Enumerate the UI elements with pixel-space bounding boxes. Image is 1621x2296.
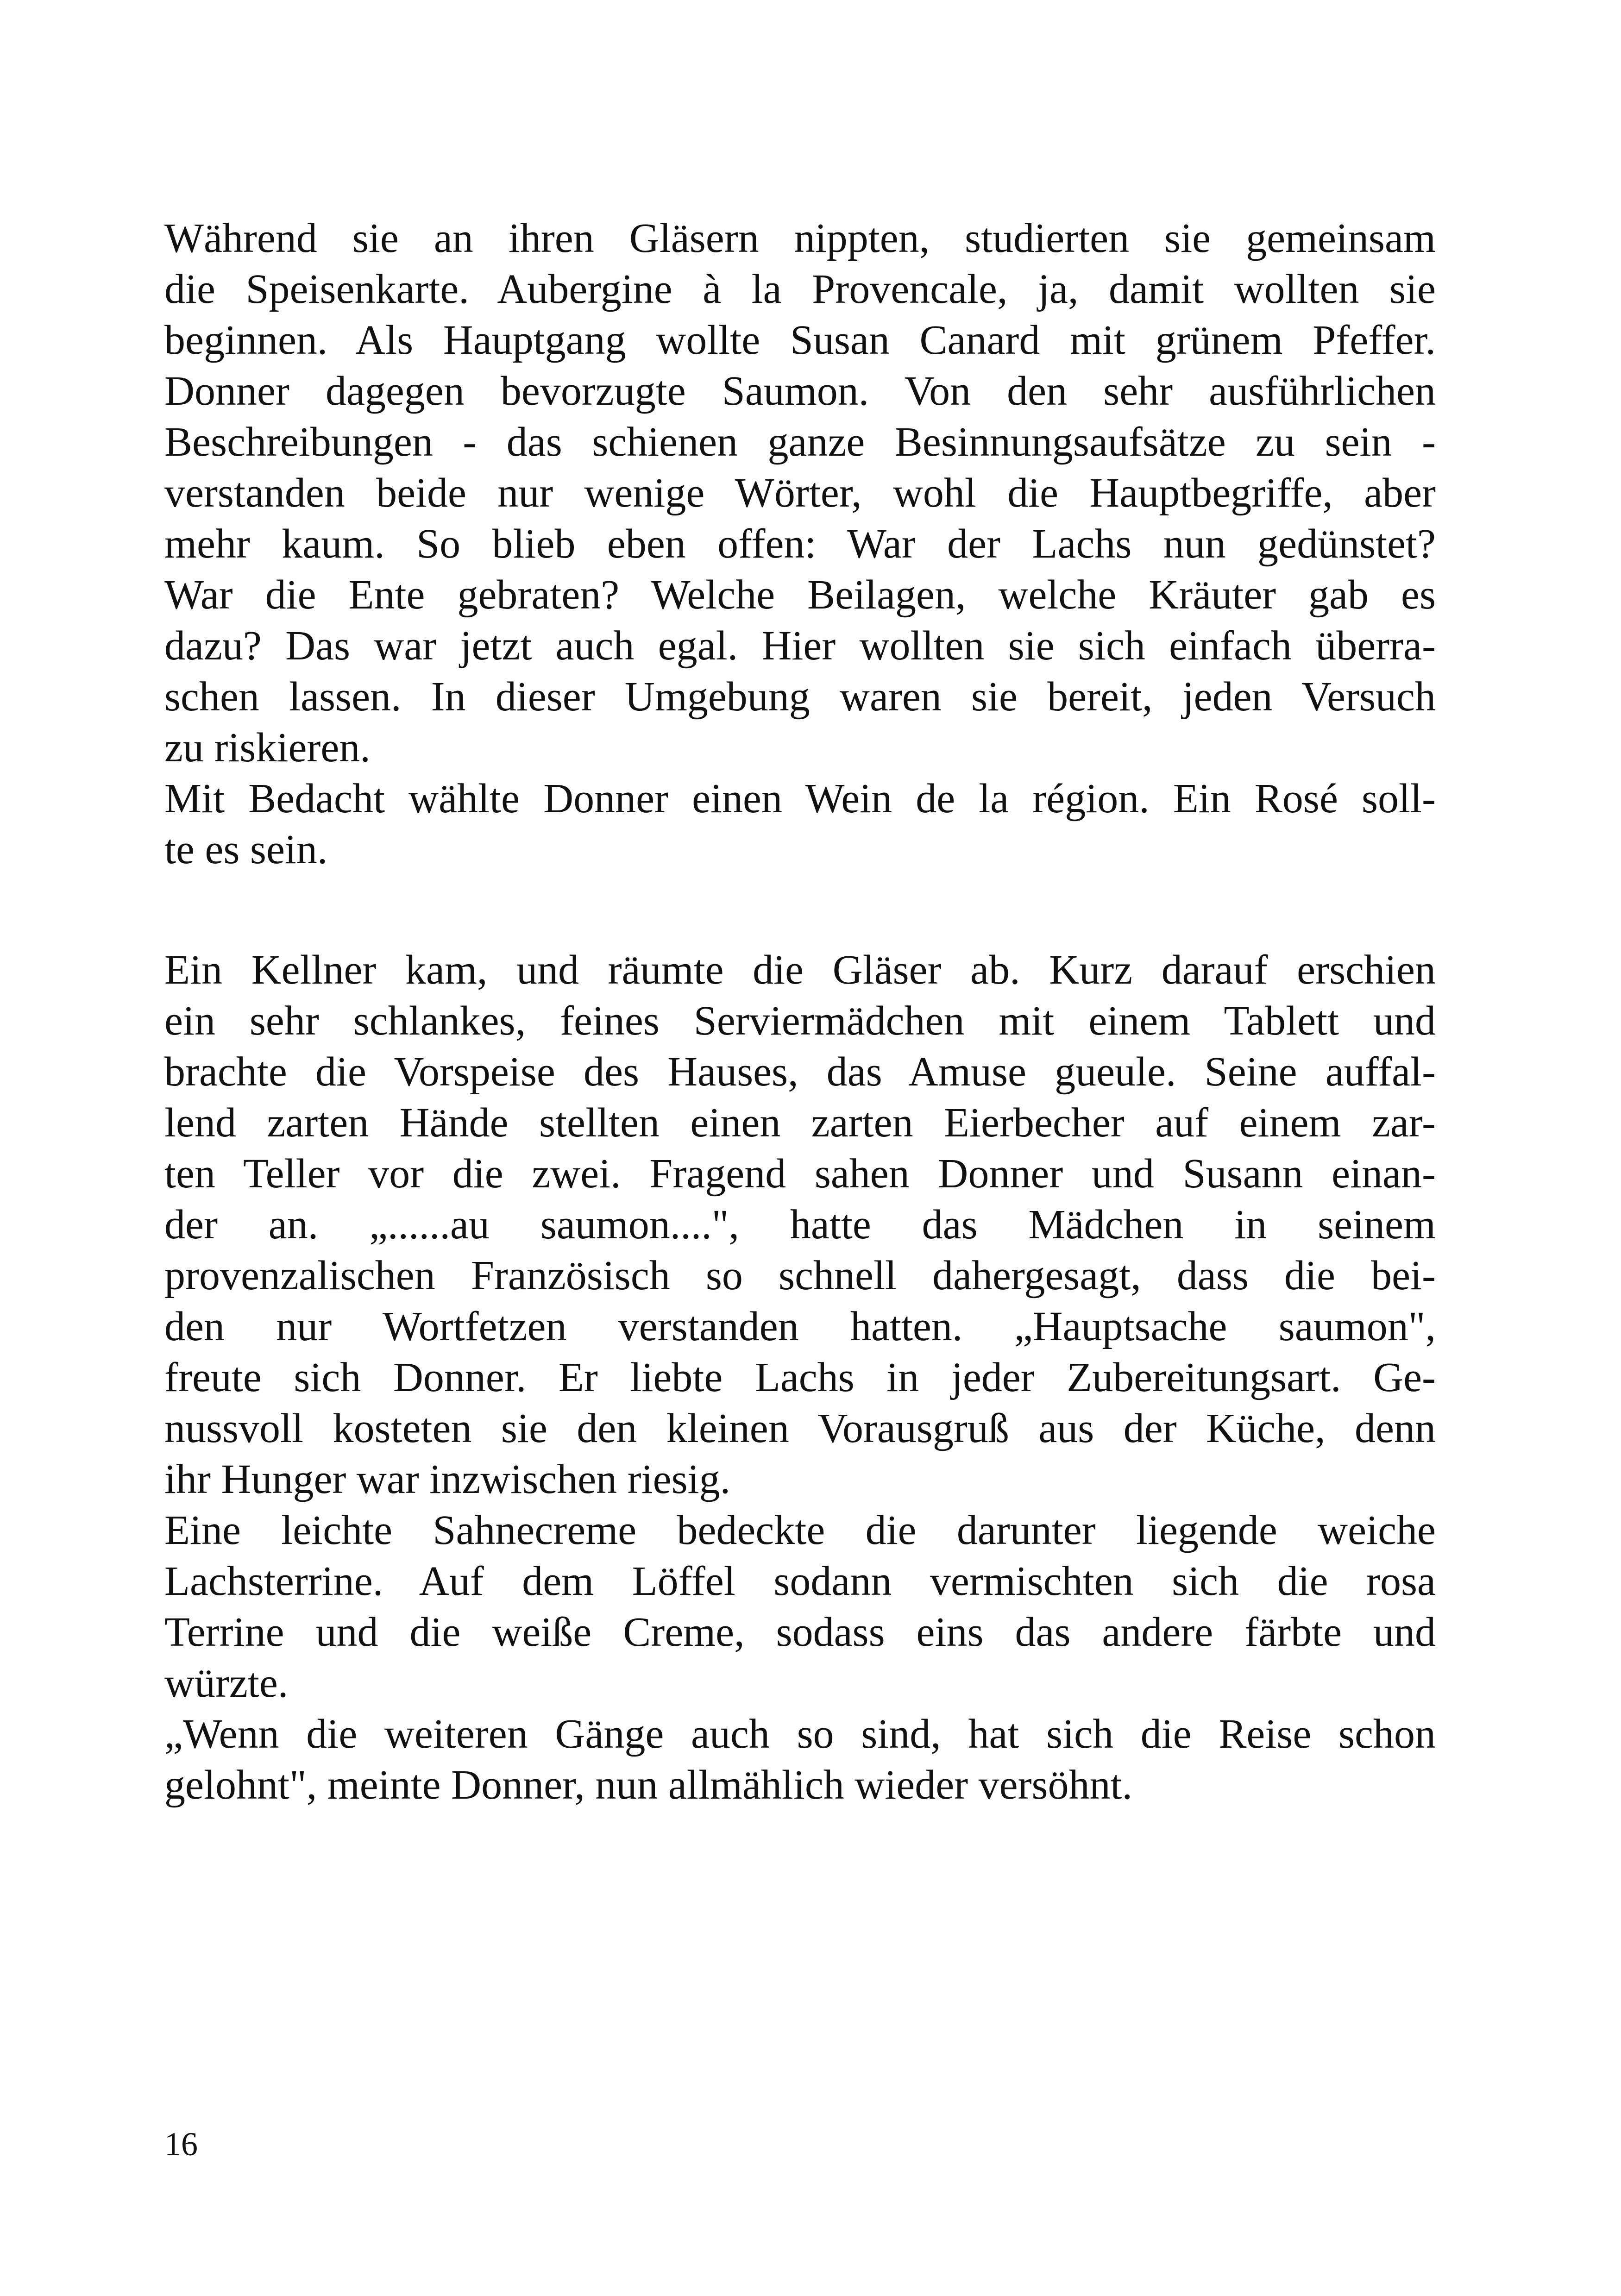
text-line: Beschreibungen - das schienen ganze Besinnungsaufsätze zu sein - (164, 419, 1436, 465)
text-line: schen lassen. In dieser Umgebung waren sie bereit, jeden Versuch (164, 674, 1436, 720)
paragraph-5 (164, 1709, 1436, 1811)
text-line: provenzalischen Französisch so schnell dahergesagt, dass die bei- (164, 1253, 1436, 1299)
text-line: Mit Bedacht wählte Donner einen Wein de la région. Ein Rosé soll- (164, 776, 1436, 822)
text-line: den nur Wortfetzen verstanden hatten. „Hauptsache saumon", (164, 1304, 1436, 1349)
text-line: dazu? Das war jetzt auch egal. Hier wollten sie sich einfach überra- (164, 623, 1436, 669)
text-line: Lachsterrine. Auf dem Löffel sodann vermischten sich die rosa (164, 1558, 1436, 1604)
text-line: Ein Kellner kam, und räumte die Gläser ab. Kurz darauf erschien (164, 947, 1436, 993)
text-line: freute sich Donner. Er liebte Lachs in jeder Zubereitungsart. Ge- (164, 1355, 1436, 1400)
text-line: ten Teller vor die zwei. Fragend sahen Donner und Susann einan- (164, 1151, 1436, 1197)
text-line: lend zarten Hände stellten einen zarten Eierbecher auf einem zar- (164, 1100, 1436, 1146)
text-line: te es sein. (164, 827, 328, 872)
text-block-bottom (164, 945, 1436, 1811)
text-line: Während sie an ihren Gläsern nippten, studierten sie gemeinsam (164, 215, 1436, 261)
paragraph-1 (164, 213, 1436, 773)
page-number: 16 (164, 2126, 198, 2163)
text-line: mehr kaum. So blieb eben offen: War der Lachs nun gedünstet? (164, 521, 1436, 567)
text-line: Eine leichte Sahnecreme bedeckte die darunter liegende weiche (164, 1507, 1436, 1553)
text-line: nussvoll kosteten sie den kleinen Vorausgruß aus der Küche, denn (164, 1405, 1436, 1451)
text-block-top (164, 213, 1436, 875)
paragraph-2 (164, 773, 1436, 875)
text-line: ihr Hunger war inzwischen riesig. (164, 1456, 731, 1502)
text-line: verstanden beide nur wenige Wörter, wohl die Hauptbegriffe, aber (164, 470, 1436, 516)
text-line: beginnen. Als Hauptgang wollte Susan Canard mit grünem Pfeffer. (164, 317, 1436, 363)
text-line: zu riskieren. (164, 725, 371, 771)
text-line: Terrine und die weiße Creme, sodass eins das andere färbte und (164, 1609, 1436, 1655)
text-line: brachte die Vorspeise des Hauses, das Amuse gueule. Seine auffal- (164, 1049, 1436, 1095)
text-line: „Wenn die weiteren Gänge auch so sind, hat sich die Reise schon (164, 1711, 1436, 1757)
text-line: War die Ente gebraten? Welche Beilagen, welche Kräuter gab es (164, 572, 1436, 618)
text-line: gelohnt", meinte Donner, nun allmählich wieder versöhnt. (164, 1762, 1133, 1808)
text-line: ein sehr schlankes, feines Serviermädchen mit einem Tablett und (164, 998, 1436, 1044)
text-line: der an. „......au saumon....", hatte das Mädchen in seinem (164, 1202, 1436, 1248)
paragraph-4 (164, 1505, 1436, 1709)
text-line: würzte. (164, 1660, 289, 1706)
text-line: die Speisenkarte. Aubergine à la Provencale, ja, damit wollten sie (164, 266, 1436, 312)
text-line: Donner dagegen bevorzugte Saumon. Von den sehr ausführlichen (164, 368, 1436, 414)
paragraph-3 (164, 945, 1436, 1505)
